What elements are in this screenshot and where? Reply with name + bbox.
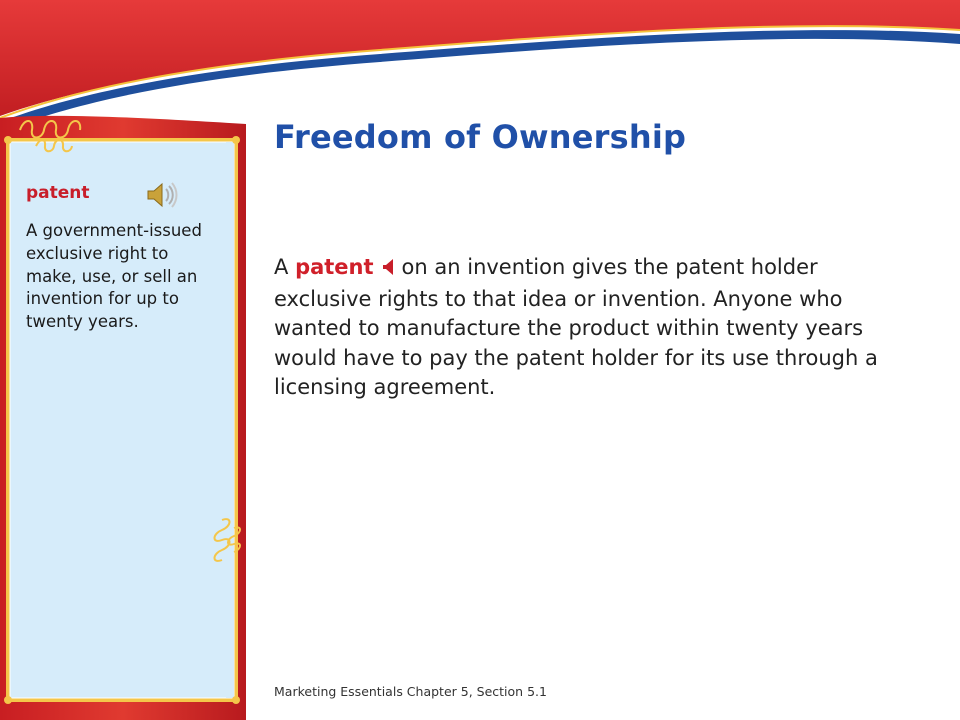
body-rest: on an invention gives the patent holder exclusive rights to that idea or invention. Anyone who wanted to manufacture the product within twenty years would have to pay the patent holder for its use through a licensing agreement.	[274, 255, 878, 399]
slide-title: Freedom of Ownership	[274, 118, 687, 156]
slide-footer: Marketing Essentials Chapter 5, Section 5.1	[274, 684, 547, 699]
glossary-term: patent	[26, 183, 90, 203]
speaker-icon[interactable]	[144, 178, 178, 212]
speaker-icon[interactable]	[382, 255, 394, 285]
sidebar-panel	[0, 116, 246, 720]
body-keyword-link[interactable]: patent	[295, 255, 374, 279]
top-banner	[0, 0, 960, 132]
body-paragraph	[274, 253, 914, 403]
body-lead: A	[274, 255, 289, 279]
glossary-definition: A government-issued exclusive right to make, use, or sell an invention for up to twenty years.	[26, 221, 202, 332]
